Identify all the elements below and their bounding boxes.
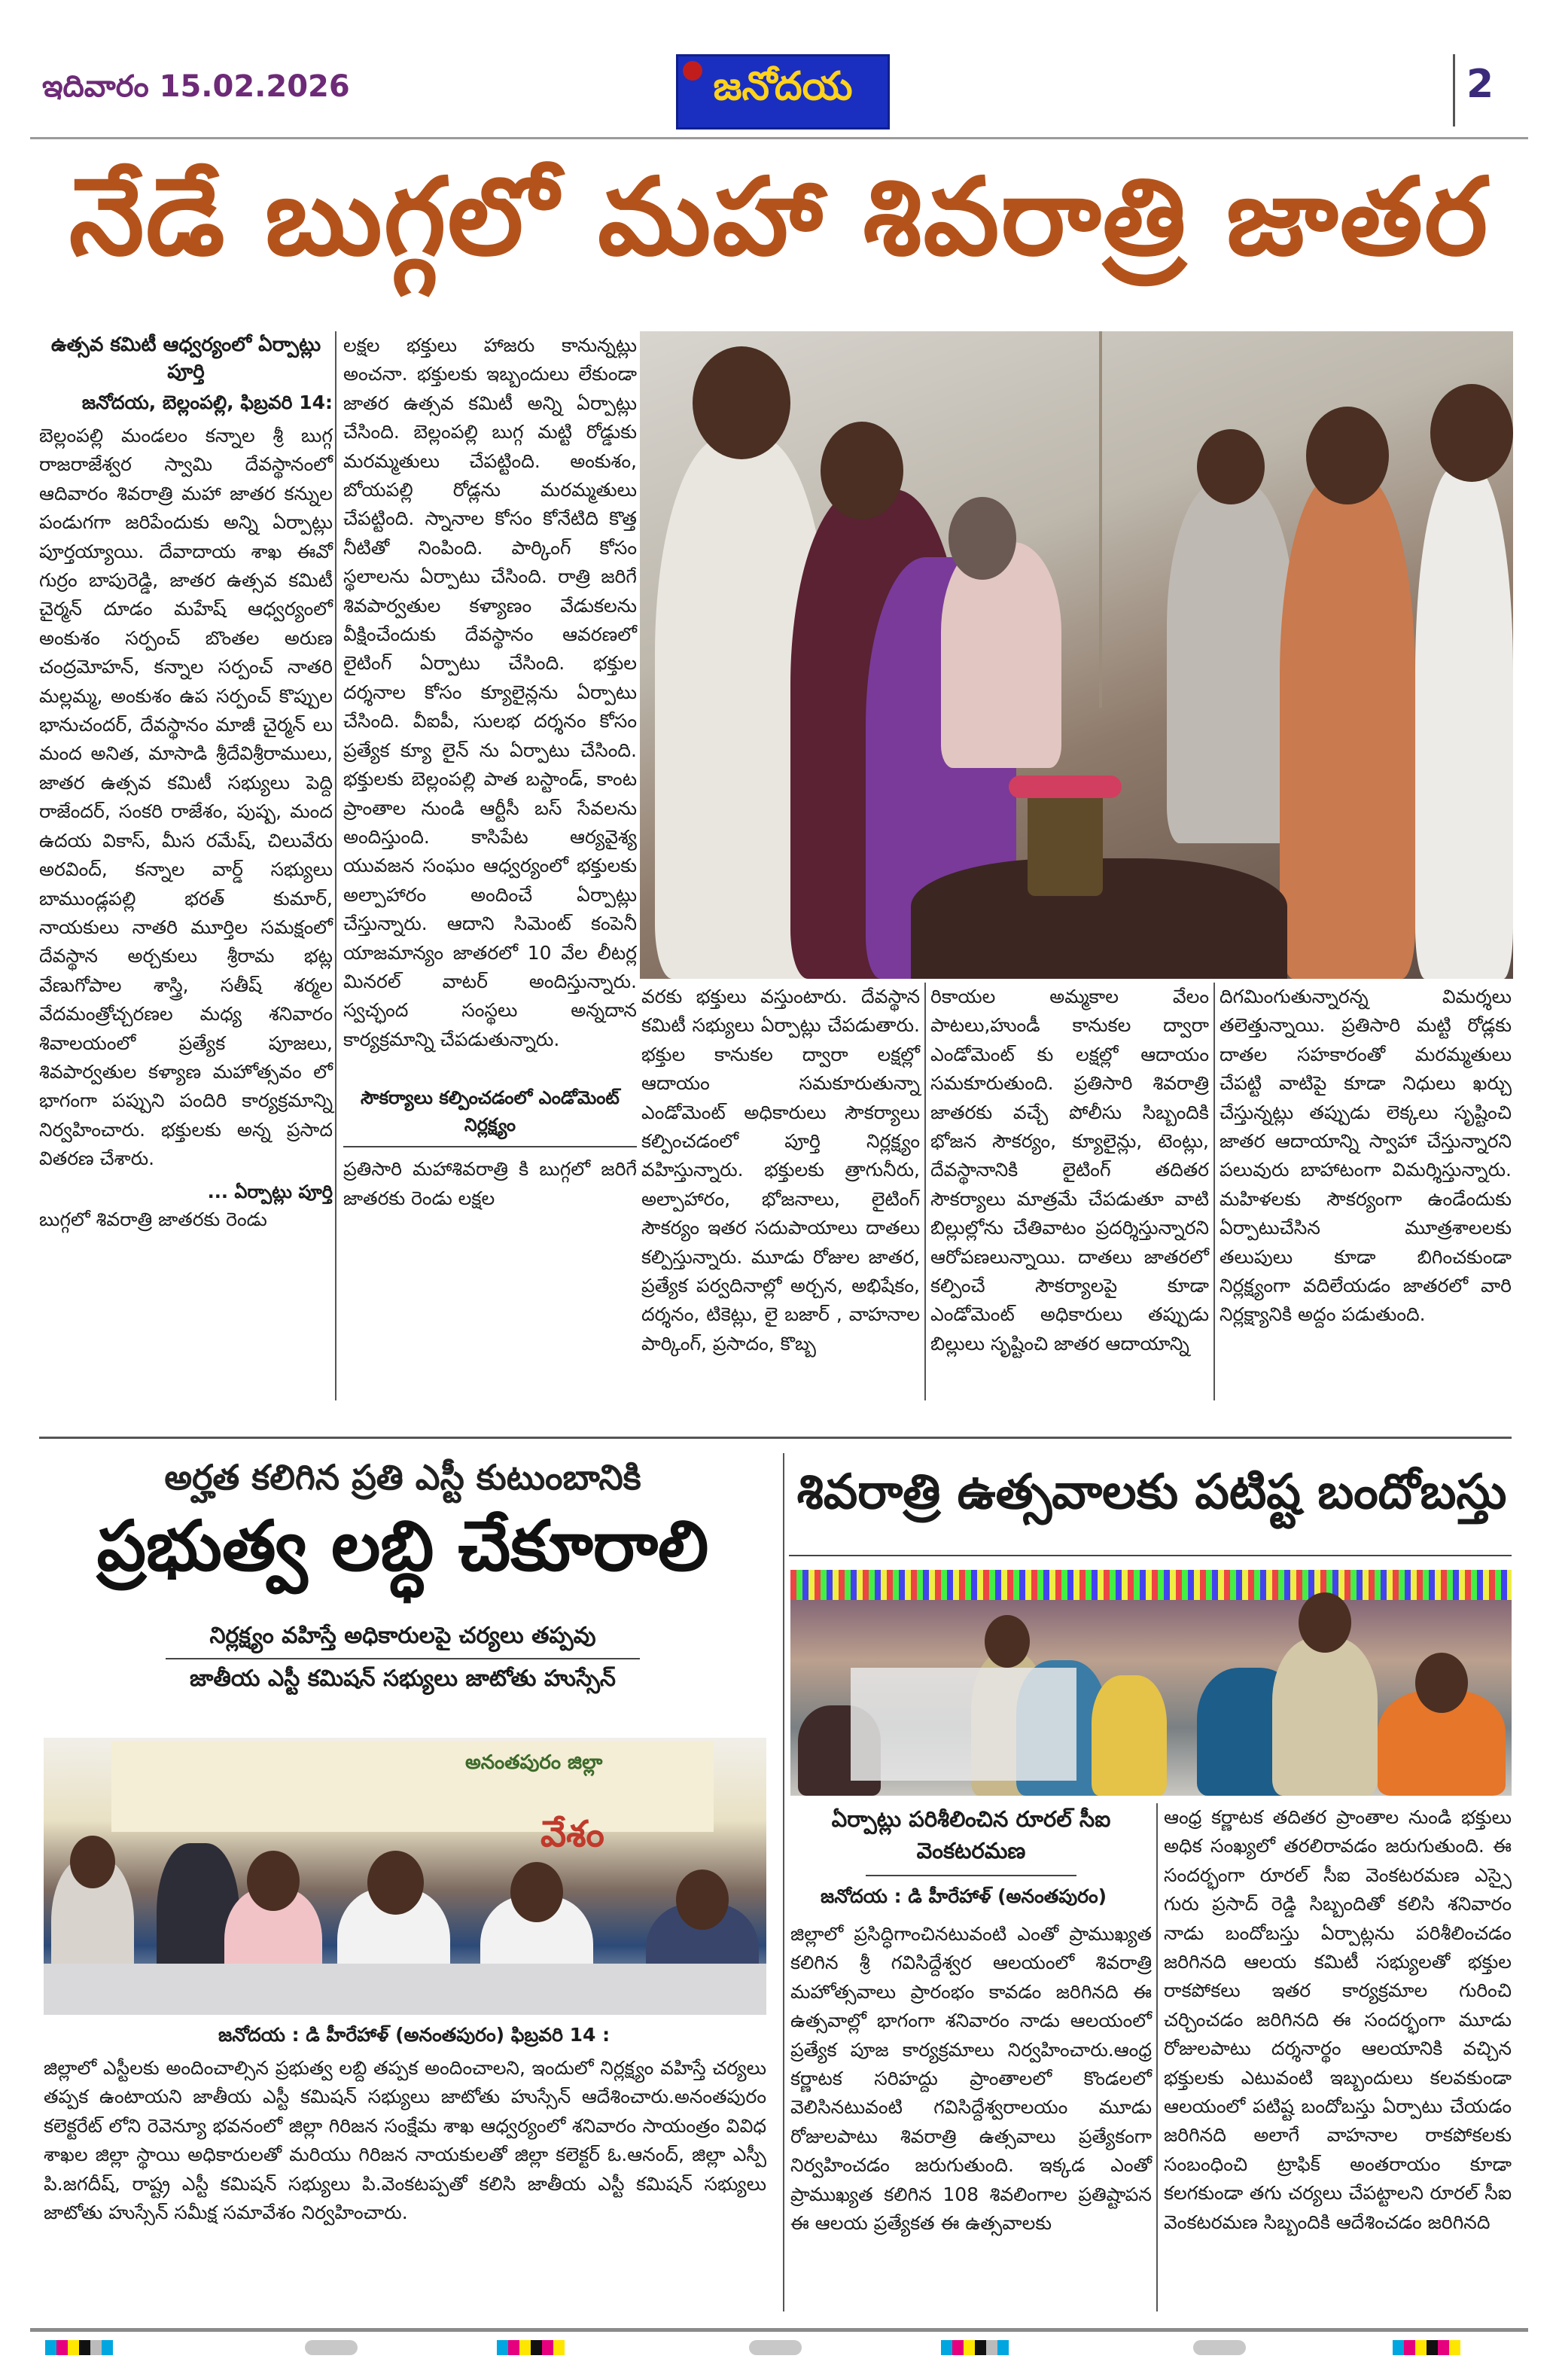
story2-deck2: జాతీయ ఎస్టీ కమిషన్ సభ్యులు జాటోతు హుస్సేన్ (190, 1665, 616, 1692)
column-divider (1213, 983, 1215, 1400)
story1-col3 (641, 983, 920, 1358)
story1-col2-text: లక్షల భక్తులు హాజరు కానున్నట్లు అంచనా. భక్తులకు ఇబ్బందులు లేకుండా జాతర ఉత్సవ కమిటీ అన్ని ఏర్పాట్లు చేసింది. బెల్లంపల్లి బుగ్గ మట్టి రోడ్డుకు మరమ్మతులు చేపట్టింది. అంకుశం, బోయపల్లి రోడ్లను మరమ్మతులు చేపట్టింది. స్నానాల కోసం కోనేటిది కొత్త నీటితో నింపింది. పార్కింగ్ కోసం స్థలాలను ఏర్పాటు చేసింది. రాత్రి జరిగే శివపార్వతుల కళ్యాణం వేడుకలను వీక్షించేందుకు దేవస్థానం ఆవరణలో లైటింగ్ ఏర్పాటు చేసింది. భక్తుల దర్శనాల కోసం క్యూలైన్లను ఏర్పాటు చేసింది. వీఐపీ, సులభ దర్శనం కోసం ప్రత్యేక క్యూ లైన్ ను ఏర్పాటు చేసింది. భక్తులకు బెల్లంపల్లి పాత బస్టాండ్, కాంట ప్రాంతాల నుండి ఆర్టీసీ బస్ సేవలను అందిస్తుంది. కాసిపేట ఆర్యవైశ్య యువజన సంఘం ఆధ్వర్యంలో భక్తులకు అల్పాహారం అందించే ఏర్పాట్లు చేస్తున్నారు. ఆదాని సిమెంట్ కంపెనీ యాజమాన్యం జాతరలో 10 వేల లీటర్ల మినరల్ వాటర్ అందిస్తున్నారు. స్వచ్ఛంద సంస్థలు అన్నదాన కార్యక్రమాన్ని చేపడుతున్నారు. (343, 334, 637, 1050)
masthead-divider (1453, 54, 1455, 126)
column-divider (1156, 1803, 1158, 2311)
story1-subhead: ఉత్సవ కమిటీ ఆధ్వర్యంలో ఏర్పాట్లు పూర్తి (50, 334, 321, 383)
column-divider (924, 983, 926, 1400)
caption-rule (866, 1875, 1076, 1876)
story1-col5-text: దిగమింగుతున్నారన్న విమర్శలు తలెత్తున్నాయి. ప్రతిసారి మట్టి రోడ్లకు దాతల సహకారంతో మరమ్మతులు చేపట్టి వాటిపై కూడా నిధులు ఖర్చు చేస్తున్నట్లు తప్పుడు లెక్కలు సృష్టించి జాతర ఆదాయాన్ని స్వాహా చేస్తున్నారని పలువురు బాహాటంగా విమర్శిస్తున్నారు. మహిళలకు సౌకర్యంగా ఉండేందుకు ఏర్పాటుచేసిన మూత్రశాలలకు తలుపులు కూడా బిగించకుండా నిర్లక్ష్యంగా వదిలేయడం జాతరలో వారి నిర్లక్ష్యానికి అద్దం పడుతుంది. (1220, 986, 1512, 1326)
story3-headline: శివరాత్రి ఉత్సవాలకు పటిష్ట బందోబస్తు (796, 1464, 1507, 1520)
registration-pill (305, 2340, 358, 2355)
story1-col1-text: బెల్లంపల్లి మండలం కన్నాల శ్రీ బుగ్గ రాజరాజేశ్వర స్వామి దేవస్థానంలో ఆదివారం శివరాత్రి మహా జాతర కన్నుల పండుగగా జరిపేందుకు అన్ని ఏర్పాట్లు పూర్తయ్యాయి. దేవాదాయ శాఖ ఈవో గుర్రం బాపురెడ్డి, జాతర ఉత్సవ కమిటీ చైర్మన్ దూడం మహేష్ ఆధ్వర్యంలో అంకుశం సర్పంచ్ బొంతల అరుణ చంద్రమోహన్, కన్నాల సర్పంచ్ నాతరి మల్లమ్మ, అంకుశం ఉప సర్పంచ్ కొప్పుల భానుచందర్, దేవస్థానం మాజీ చైర్మన్ లు మంద అనిత, మాసాడి శ్రీదేవిశ్రీరాములు, జాతర ఉత్సవ కమిటీ సభ్యులు పెద్ది రాజేందర్, సంకరి రాజేశం, పుష్ప, మంద ఉదయ వికాస్, మీస రమేష్, చిలువేరు అరవింద్, కన్నాల వార్డ్ సభ్యులు బాముండ్లపల్లి భరత్ కుమార్, నాయకులు నాతరి మూర్తిల సమక్షంలో దేవస్థాన అర్చకులు శ్రీరామ భట్ల వేణుగోపాల శాస్త్రి, సతీష్ శర్మల వేదమంత్రోచ్చరణల మధ్య శనివారం శివాలయంలో ప్రత్యేక పూజలు, శివపార్వతుల కళ్యాణ మహోత్సవం లో భాగంగా పప్పుని పందిరి కార్యక్రమాన్ని నిర్వహించారు. భక్తులకు అన్న ప్రసాద వితరణ చేశారు. (39, 425, 333, 1170)
story3-dateline: జనోదయ : డి హీరేహాళ్ (అనంతపురం) (821, 1885, 1107, 1907)
registration-pill (1193, 2340, 1246, 2355)
story1-dateline: జనోదయ, బెల్లంపల్లి, ఫిబ్రవరి 14: (81, 392, 333, 413)
banner-text-2: వేశం (540, 1813, 604, 1855)
column-divider (783, 1453, 784, 2311)
story3-col1: జిల్లాలో ప్రసిద్ధిగాంచినటువంటి ఎంతో ప్రాముఖ్యత కలిగిన శ్రీ గవిసిద్దేశ్వర ఆలయంలో శివరాత్రి మహోత్సవాలు ప్రారంభం కావడం జరిగినది ఈ ఉత్సవాల్లో భాగంగా శనివారం నాడు ఆలయంలో ప్రత్యేక పూజ కార్యక్రమాలు నిర్వహించారు.ఆంధ్ర కర్ణాటక సరిహద్దు ప్రాంతాలలో కొండలలో వెలిసినటువంటి గవిసిద్దేశ్వరాలయం మూడు రోజులపాటు శివరాత్రి ఉత్సవాలు ప్రత్యేకంగా నిర్వహించడం జరుగుతుంది. ఇక్కడ ఎంతో ప్రాముఖ్యత కలిగిన 108 శివలింగాల ప్రతిష్టాపన ఈ ఆలయ ప్రత్యేకత ఈ ఉత్సవాలకు (790, 1923, 1152, 2235)
newspaper-logo (676, 54, 890, 130)
story2-dateline: జనోదయ : డి హీరేహాళ్ (అనంతపురం) ఫిబ్రవరి 14 : (218, 2024, 611, 2046)
story1-col3-text: వరకు భక్తులు వస్తుంటారు. దేవస్థాన కమిటీ సభ్యులు ఏర్పాట్లు చేపడుతారు. భక్తుల కానుకల ద్వారా లక్షల్లో ఆదాయం సమకూరుతున్నా ఎండోమెంట్ అధికారులు సౌకర్యాలు కల్పించడంలో పూర్తి నిర్లక్ష్యం వహిస్తున్నారు. భక్తులకు త్రాగునీరు, అల్పాహారం, భోజనాలు, లైటింగ్ సౌకర్యం ఇతర సదుపాయాలు దాతలు కల్పిస్తున్నారు. మూడు రోజుల జాతర, ప్రత్యేక పర్వదినాల్లో అర్చన, అభిషేకం, దర్శనం, టికెట్లు, లై బజార్ , వాహనాల పార్కింగ్, ప్రసాదం, కొబ్బ (641, 986, 920, 1355)
story2-deck1: నిర్లక్ష్యం వహిస్తే అధికారులపై చర్యలు తప్పవు (209, 1623, 596, 1649)
color-registration-marks (941, 2340, 1009, 2355)
story1-col5 (1220, 983, 1512, 1330)
section-separator (39, 1437, 1512, 1439)
column-divider (335, 331, 336, 1400)
headline-rule (789, 1555, 1512, 1556)
story1-col1-subhead: ... ఏర్పాట్లు పూర్తి (207, 1181, 333, 1202)
color-registration-marks (45, 2340, 113, 2355)
story1-col4-text: రికాయల అమ్మకాల వేలం పాటలు,హుండీ కానుకల ద్వారా ఎండోమెంట్ కు లక్షల్లో ఆదాయం సమకూరుతుంది. ప్రతిసారి శివరాత్రి జాతరకు వచ్చే పోలీసు సిబ్బందికి భోజన సౌకర్యం, క్యూలైన్లు, టెంట్లు, దేవస్థానానికి లైటింగ్ తదితర సౌకర్యాలు మాత్రమే చేపడుతూ వాటి బిల్లుల్లోను చేతివాటం ప్రదర్శిస్తున్నారని ఆరోపణలున్నాయి. దాతలు జాతరలో కల్పించే సౌకర్యాలపై కూడా ఎండోమెంట్ అధికారులు తప్పుడు బిల్లులు సృష్టించి జాతర ఆదాయాన్ని (930, 986, 1209, 1355)
story1-col2 (343, 331, 637, 1213)
story1-col1 (39, 331, 333, 1234)
story1-col4 (930, 983, 1209, 1358)
registration-pill (749, 2340, 802, 2355)
story1-col1-tail: బుగ్గలో శివరాత్రి జాతరకు రెండు (39, 1208, 267, 1230)
story1-col2-subhead: సౌకర్యాలు కల్పించడంలో ఎండోమెంట్ నిర్లక్ష్యం (361, 1087, 620, 1136)
story2-body: జిల్లాలో ఎస్టీలకు అందించాల్సిన ప్రభుత్వ లబ్ది తప్పక అందించాలని, ఇందులో నిర్లక్ష్యం వహిస్తే చర్యలు తప్పక ఉంటాయని జాతీయ ఎస్టీ కమిషన్ సభ్యులు జాటోతు హుస్సేన్ ఆదేశించారు.అనంతపురం కలెక్టరేట్ లోని రెవెన్యూ భవనంలో జిల్లా గిరిజన సంక్షేమ శాఖ ఆధ్వర్యంలో శనివారం సాయంత్రం వివిధ శాఖల జిల్లా స్థాయి అధికారులతో మరియు గిరిజన నాయకులతో జిల్లా కలెక్టర్ ఓ.ఆనంద్, జిల్లా ఎస్పీ పి.జగదీష్, రాష్ట్ర ఎస్టీ కమిషన్ సభ్యులు పి.వెంకటప్పతో కలిసి జాతీయ ఎస్టీ కమిషన్ సభ్యులు జాటోతు హుస్సేన్ సమీక్ష సమావేశం నిర్వహించారు. (44, 2057, 766, 2224)
color-registration-marks (497, 2340, 565, 2355)
meeting-photo (44, 1738, 766, 2015)
logo-text: జనోదయ (713, 64, 853, 109)
story3-col2: ఆంధ్ర కర్ణాటక తదితర ప్రాంతాల నుండి భక్తులు అధిక సంఖ్యలో తరలిరావడం జరుగుతుంది. ఈ సందర్భంగా రూరల్ సీఐ వెంకటరమణ ఎస్సై గురు ప్రసాద్ రెడ్డి సిబ్బందితో కలిసి శనివారం నాడు బందోబస్తు ఏర్పాట్లను పరిశీలించడం జరిగినది ఆలయ కమిటీ సభ్యులతో భక్తుల రాకపోకలు ఇతర కార్యక్రమాల గురించి చర్చించడం జరిగినది ఈ సందర్భంగా మూడు రోజులపాటు దర్శనార్థం ఆలయానికి వచ్చిన భక్తులకు ఎటువంటి ఇబ్బందులు కలవకుండా ఆలయంలో పటిష్ట బందోబస్తు ఏర్పాటు చేయడం జరిగినది అలాగే వాహనాల రాకపోకలకు సంబంధించి ట్రాఫిక్ అంతరాయం కూడా కలగకుండా తగు చర్యలు చేపట్టాలని రూరల్ సీఐ వెంకటరమణ సిబ్బందికి ఆదేశించడం జరిగినది (1164, 1806, 1512, 2233)
story1-col2-tail: ప్రతిసారి మహాశివరాత్రి కి బుగ్గలో జరిగే జాతరకు రెండు లక్షల (343, 1158, 637, 1209)
subhead-rule (343, 1146, 637, 1147)
police-photo (790, 1570, 1512, 1796)
color-registration-marks (1393, 2340, 1460, 2355)
story3-caption: ఏర్పాట్లు పరిశీలించిన రూరల్ సీఐ వెంకటరమణ (831, 1806, 1111, 1863)
story2-headline: ప్రభుత్వ లబ్ధి చేకూరాలి (96, 1506, 709, 1586)
page-number: 2 (1466, 62, 1494, 107)
edition-date: ఇదివారం 15.02.2026 (42, 69, 350, 104)
banner-text: అనంతపురం జిల్లా (465, 1751, 603, 1774)
deck-rule (166, 1658, 640, 1659)
story2-kicker: అర్హత కలిగిన ప్రతి ఎస్టీ కుటుంబానికి (164, 1457, 641, 1498)
top-rule (30, 137, 1528, 139)
footer-rule (30, 2328, 1528, 2332)
main-headline: నేడే బుగ్గలో మహా శివరాత్రి జాతర (69, 155, 1490, 279)
temple-photo (640, 331, 1513, 979)
